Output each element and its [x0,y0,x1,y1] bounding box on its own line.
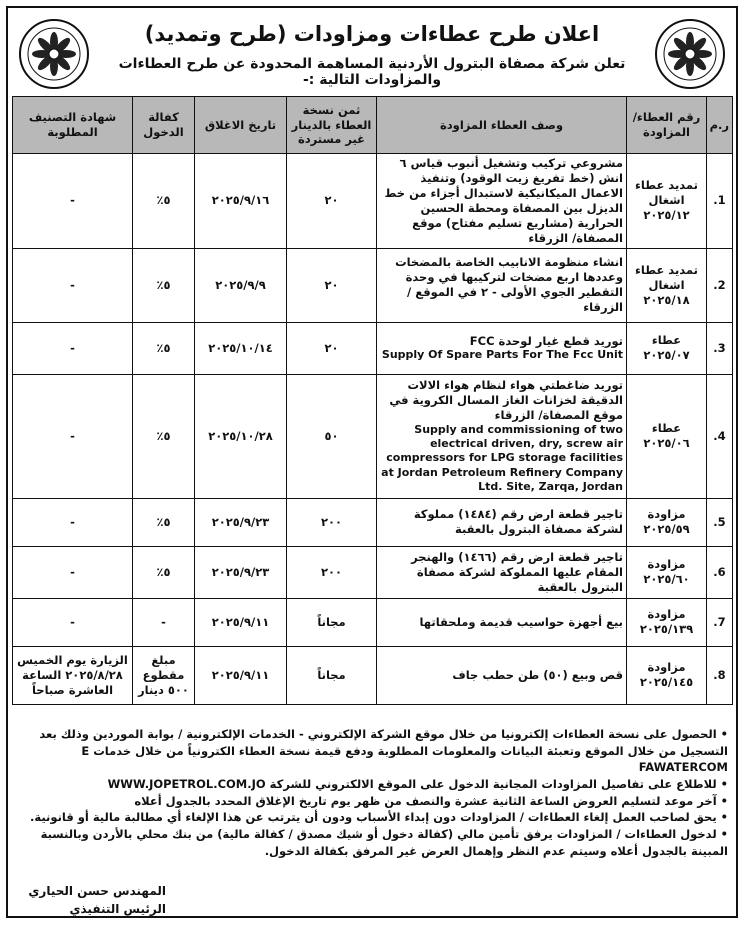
row-price: ٢٠٠ [287,546,377,598]
row-desc-ar: انشاء منظومة الانابيب الخاصة بالمضخات وعددها اربع مضخات لتركيبها في وحدة التقطير الجوي الأولى - ٢ في الموقع / الزرقاء [395,255,623,315]
row-close-date: ٢٠٢٥/٩/٢٣ [195,546,287,598]
table-row [13,154,733,249]
header-desc: وصف العطاء المزاودة [377,97,627,154]
row-desc [377,322,627,374]
row-desc-ar: توريد ضاغطتي هواء لنظام هواء الالات الدقيقة لخزانات الغاز المسال الكروية في موقع المصفاة/ الزرقاء [389,377,623,422]
row-price: ٢٠ [287,248,377,322]
tenders-table [12,96,733,705]
row-cert: - [13,498,133,546]
row-price: ٢٠٠ [287,498,377,546]
signature-block [28,882,166,918]
row-ref: تمديد عطاء اشغال ٢٠٢٥/١٨ [627,248,707,322]
row-close-date: ٢٠٢٥/٩/١١ [195,598,287,646]
table-row [13,248,733,322]
row-cert: - [13,248,133,322]
signatory-role: الرئيس التنفيذي [69,902,166,916]
table-row [13,498,733,546]
note-item: • آخر موعد لتسليم العروض الساعة الثانية عشرة والنصف من ظهر يوم تاريخ الإغلاق المحدد بالجدول أعلاه [134,793,728,808]
row-ref: عطاء ٢٠٢٥/٠٧ [627,322,707,374]
row-bond: ٥٪ [133,546,195,598]
row-ref: مزاودة ٢٠٢٥/٦٠ [627,546,707,598]
row-desc [377,646,627,704]
row-desc [377,498,627,546]
company-logo [18,18,90,90]
header-cert: شهادة التصنيف المطلوبة [13,97,133,154]
row-desc-ar: مشروعي تركيب وتشغيل أنبوب قياس ٦ انش (خط تفريغ زيت الوقود) وتنفيذ الاعمال الميكانيكية لاستبدال أجزاء من خط الديزل بين المصفاة ومحطة الحسين الحرارية (مشاريع تسليم مفتاح) موقع المصفاة/ الزرقاء [384,156,623,245]
row-cert: الزيارة يوم الخميس ٢٠٢٥/٨/٢٨ الساعة العاشرة صباحاً [13,646,133,704]
row-price: مجاناً [287,598,377,646]
row-bond: ٥٪ [133,374,195,498]
row-desc-ar: قص وبيع (٥٠) طن حطب جاف [452,667,623,682]
note-item: • الحصول على نسخة العطاءات إلكترونيا من خلال موقع الشركة الإلكتروني - الخدمات الإلكترونية / بوابة الموردين وذلك بعد التسجيل من خلال الموقع وتعبئة البيانات والمعلومات المطلوبة ودفع قيمة نسخة العطاء الكترونياً من خلال خدمات E FAWATERCOM [39,727,728,775]
header-bond: كفالة الدخول [133,97,195,154]
row-ref: مزاودة ٢٠٢٥/١٣٩ [627,598,707,646]
table-row [13,646,733,704]
company-logo [654,18,726,90]
row-ref: مزاودة ٢٠٢٥/١٤٥ [627,646,707,704]
row-price: مجاناً [287,646,377,704]
row-bond: ٥٪ [133,498,195,546]
row-no: 6. [707,546,733,598]
row-ref: مزاودة ٢٠٢٥/٥٩ [627,498,707,546]
row-close-date: ٢٠٢٥/٩/١١ [195,646,287,704]
row-bond: ٥٪ [133,154,195,249]
row-ref: تمديد عطاء اشغال ٢٠٢٥/١٢ [627,154,707,249]
row-bond: ٥٪ [133,322,195,374]
row-ref: عطاء ٢٠٢٥/٠٦ [627,374,707,498]
row-close-date: ٢٠٢٥/٩/١٦ [195,154,287,249]
table-header-row [13,97,733,154]
row-no: 2. [707,248,733,322]
table-row [13,374,733,498]
signatory-name: المهندس حسن الحياري [28,884,166,898]
announcement-title: اعلان طرح عطاءات ومزاودات (طرح وتمديد) [144,22,600,46]
header-no: ر.م [707,97,733,154]
table-row [13,322,733,374]
header-ref: رقم العطاء/ المزاودة [627,97,707,154]
row-price: ٥٠ [287,374,377,498]
row-cert: - [13,322,133,374]
note-item: • يحق لصاحب العمل إلغاء العطاءات / المزاودات دون إبداء الأسباب ودون أن يترتب عن هذا الإلغاء أي مطالبة مالية أو قانونية. [30,810,728,825]
row-no: 8. [707,646,733,704]
header-close-date: تاريخ الاغلاق [195,97,287,154]
announcement-subtitle: تعلن شركة مصفاة البترول الأردنية المساهمة المحدودة عن طرح العطاءات والمزاودات التالية :- [118,56,626,88]
row-desc [377,154,627,249]
row-no: 4. [707,374,733,498]
row-desc-ar: بيع أجهزة حواسيب قديمة وملحقاتها [419,614,623,629]
row-desc-en: Supply Of Spare Parts For The Fcc Unit [381,348,623,362]
row-desc [377,546,627,598]
row-cert: - [13,598,133,646]
table-row [13,598,733,646]
row-cert: - [13,374,133,498]
table-row [13,546,733,598]
announcement-header [8,8,736,96]
row-close-date: ٢٠٢٥/٩/٩ [195,248,287,322]
row-desc [377,598,627,646]
note-item: • لدخول العطاءات / المزاودات يرفق تأمين مالي (كفالة دخول أو شيك مصدق / كفالة مالية) من بنك محلي بالأردن وبالنسبة المبينة بالجدول أعلاه وسيتم عدم النظر وإهمال العرض غير المرفق بكفالة الدخول. [40,827,728,858]
row-price: ٢٠ [287,322,377,374]
row-desc-ar: تاجير قطعة ارض رقم (١٤٦٦) والهنجر المقام عليها المملوكة لشركة مصفاة البترول بالعقبة [411,549,623,594]
row-desc [377,374,627,498]
row-desc-en: Supply and commissioning of two electrical driven, dry, screw air compressors for LPG storage facilities at Jordan Petroleum Refinery Company Ltd. Site, Zarqa, Jordan [381,422,623,493]
note-item: • للاطلاع على تفاصيل المزاودات المجانية الدخول على الموقع الالكتروني للشركة WWW.JOPETROL.COM.JO [107,777,728,792]
row-close-date: ٢٠٢٥/١٠/١٤ [195,322,287,374]
row-bond: ٥٪ [133,248,195,322]
row-close-date: ٢٠٢٥/٩/٢٣ [195,498,287,546]
row-no: 3. [707,322,733,374]
row-no: 7. [707,598,733,646]
tender-announcement [6,6,738,918]
row-cert: - [13,154,133,249]
notes-section [16,726,728,859]
row-no: 1. [707,154,733,249]
row-close-date: ٢٠٢٥/١٠/٢٨ [195,374,287,498]
row-bond: - [133,598,195,646]
row-price: ٢٠ [287,154,377,249]
row-no: 5. [707,498,733,546]
row-bond: مبلغ مقطوع ٥٠٠ دينار [133,646,195,704]
header-price: ثمن نسخة العطاء بالدينار غير مستردة [287,97,377,154]
row-desc-ar: توريد قطع غيار لوحدة FCC [469,333,623,348]
row-desc [377,248,627,322]
row-cert: - [13,546,133,598]
row-desc-ar: تاجير قطعة ارض رقم (١٤٨٤) مملوكة لشركة مصفاة البترول بالعقبة [413,507,623,537]
